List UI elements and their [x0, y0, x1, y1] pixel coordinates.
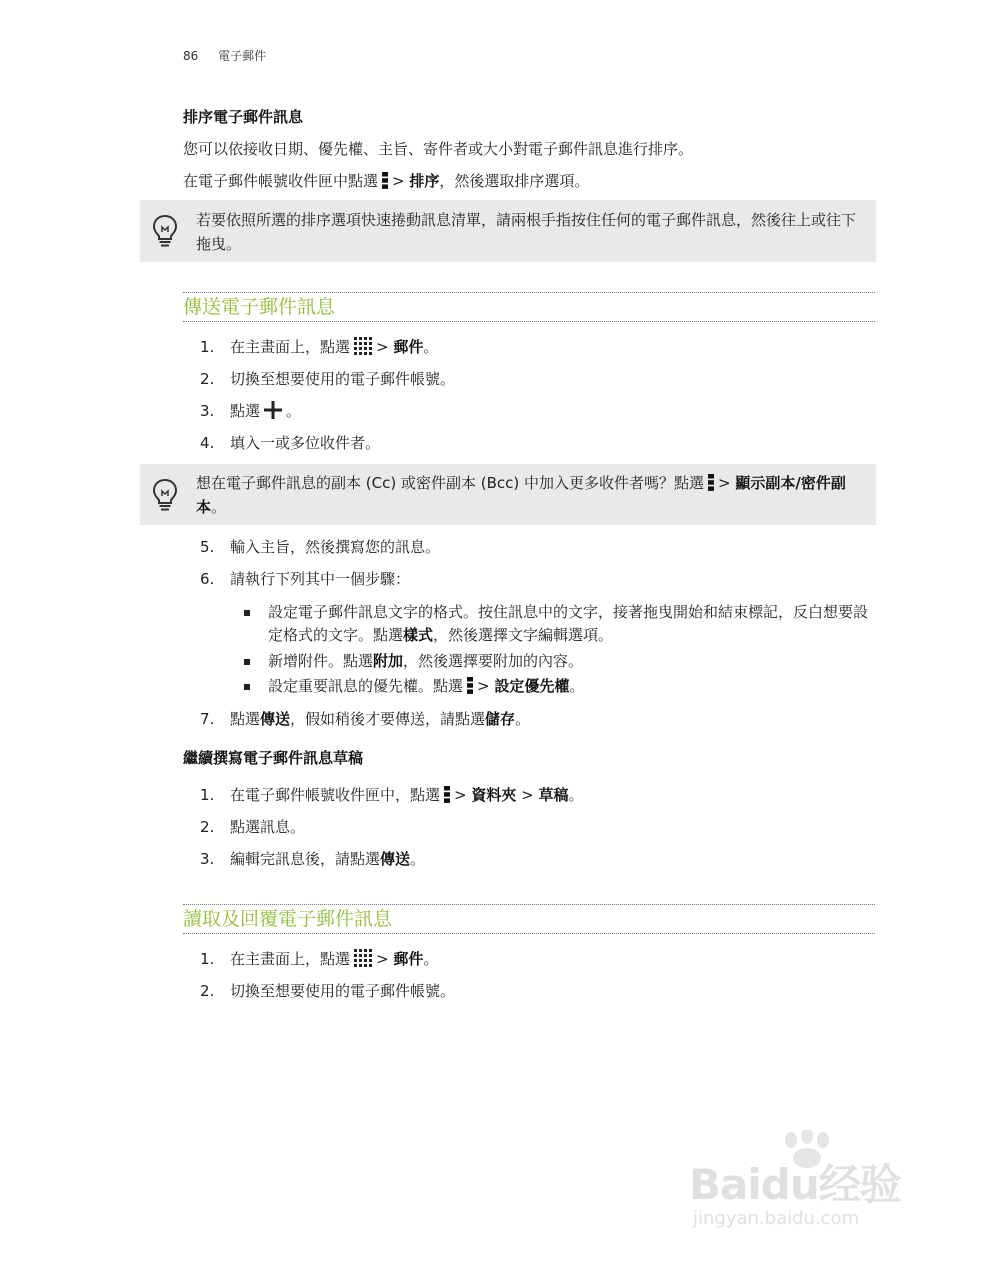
tip-box-sort	[140, 200, 876, 262]
read-step-1: 1. 在主畫面上，點選 > 郵件。	[200, 950, 439, 968]
bullet-square	[244, 659, 250, 665]
lightbulb-icon	[152, 478, 178, 512]
tip-box-cc	[140, 464, 876, 525]
page-number: 86	[183, 49, 199, 63]
section-title-send: 傳送電子郵件訊息	[183, 292, 875, 322]
draft-step-1: 1. 在電子郵件帳號收件匣中，點選 > 資料夾 > 草稿。	[200, 786, 584, 804]
watermark-brand: Baidu经验	[689, 1160, 901, 1209]
send-step-2: 2. 切換至想要使用的電子郵件帳號。	[200, 370, 456, 388]
send-step-1: 1. 在主畫面上，點選 > 郵件。	[200, 338, 439, 356]
tip-text-cc: 想在電子郵件訊息的副本 (Cc) 或密件副本 (Bcc) 中加入更多收件者嗎？點選 > 顯示副本/密件副本。	[196, 474, 846, 516]
bullet-square	[244, 610, 250, 616]
bullet-format: 設定電子郵件訊息文字的格式。按住訊息中的文字，接著拖曳開始和結束標記，反白想要設定格式的文字。點選樣式，然後選擇文字編輯選項。	[244, 601, 874, 647]
send-step-7: 7. 點選傳送，假如稍後才要傳送，請點選儲存。	[200, 710, 531, 728]
plus-icon	[264, 401, 282, 419]
sort-label: 排序	[409, 172, 440, 190]
menu-icon	[708, 474, 714, 491]
all-apps-icon	[354, 337, 372, 355]
send-step-5: 5. 輸入主旨，然後撰寫您的訊息。	[200, 538, 441, 556]
send-step-6: 6. 請執行下列其中一個步驟：	[200, 570, 411, 588]
sort-heading: 排序電子郵件訊息	[183, 108, 304, 126]
page-header	[183, 47, 266, 64]
section-title-read: 讀取及回覆電子郵件訊息	[183, 904, 875, 934]
draft-step-3: 3. 編輯完訊息後，請點選傳送。	[200, 850, 426, 868]
baidu-watermark	[689, 1130, 919, 1240]
menu-icon	[382, 172, 388, 189]
menu-icon	[444, 786, 450, 803]
draft-heading: 繼續撰寫電子郵件訊息草稿	[183, 749, 364, 767]
all-apps-icon	[354, 949, 372, 967]
watermark-url: jingyan.baidu.com	[693, 1208, 860, 1229]
menu-icon	[467, 677, 473, 694]
sort-para-1: 您可以依接收日期、優先權、主旨、寄件者或大小對電子郵件訊息進行排序。	[183, 140, 694, 158]
sort-para-2: 在電子郵件帳號收件匣中點選 > 排序，然後選取排序選項。	[183, 172, 590, 190]
chapter-title: 電子郵件	[218, 49, 267, 63]
send-step-3: 3. 點選 。	[200, 402, 302, 420]
send-step-4: 4. 填入一或多位收件者。	[200, 434, 381, 452]
read-step-2: 2. 切換至想要使用的電子郵件帳號。	[200, 982, 456, 1000]
lightbulb-icon	[152, 214, 178, 248]
bullet-attach: 新增附件。點選附加，然後選擇要附加的內容。	[244, 650, 874, 673]
bullet-square	[244, 684, 250, 690]
draft-step-2: 2. 點選訊息。	[200, 818, 306, 836]
tip-text-sort: 若要依照所選的排序選項快速捲動訊息清單，請兩根手指按住任何的電子郵件訊息，然後往上或往下拖曳。	[196, 211, 857, 253]
bullet-priority: 設定重要訊息的優先權。點選 > 設定優先權。	[244, 675, 874, 698]
